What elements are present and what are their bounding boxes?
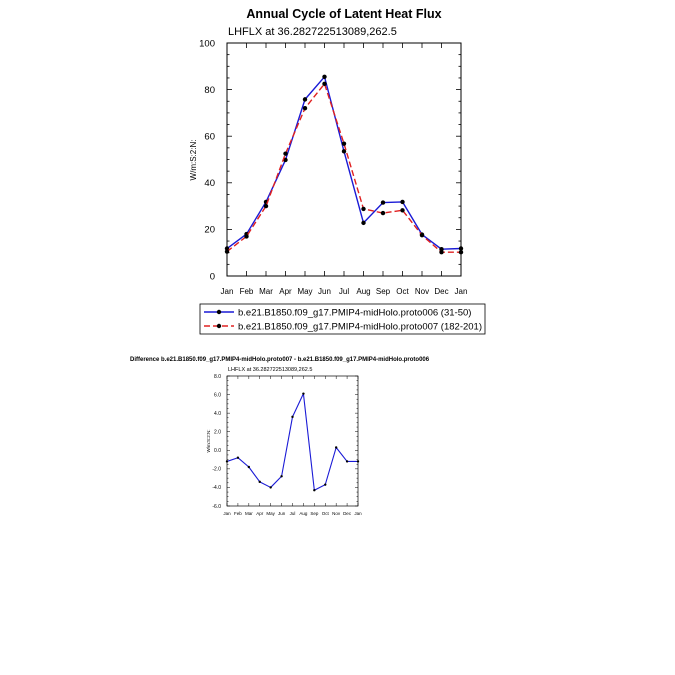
main-xtick-label: May bbox=[297, 287, 313, 296]
diff-xtick-label: May bbox=[266, 511, 275, 516]
main-xtick-label: Nov bbox=[414, 287, 430, 296]
main-series-0-line bbox=[227, 77, 461, 249]
diff-series-0-point bbox=[313, 489, 315, 491]
diff-series-0-point bbox=[357, 460, 359, 462]
main-series-0-point bbox=[400, 200, 404, 204]
diff-series-0-point bbox=[324, 483, 326, 485]
diff-xtick-label: Jan bbox=[354, 511, 362, 516]
main-xtick-label: Dec bbox=[434, 287, 449, 296]
main-series-0-point bbox=[361, 221, 365, 225]
diff-series-0-point bbox=[346, 460, 348, 462]
diff-ytick-label: 4.0 bbox=[214, 410, 221, 417]
main-series-1-point bbox=[400, 208, 404, 212]
main-xtick-label: Jan bbox=[220, 287, 234, 296]
diff-xtick-label: Aug bbox=[299, 511, 308, 516]
main-series-1-point bbox=[420, 233, 424, 237]
diff-series-0-point bbox=[335, 446, 337, 448]
diff-series-0-point bbox=[269, 486, 271, 488]
main-ytick-label: 100 bbox=[199, 38, 215, 50]
main-ytick-label: 0 bbox=[209, 271, 215, 283]
main-xtick-label: Jul bbox=[338, 287, 350, 296]
main-series-1-point bbox=[439, 250, 443, 254]
diff-xtick-label: Feb bbox=[234, 511, 242, 516]
main-series-1-point bbox=[303, 106, 307, 110]
main-series-1-point bbox=[342, 141, 346, 145]
main-ytick-label: 80 bbox=[204, 84, 215, 96]
diff-xtick-label: Jun bbox=[277, 511, 286, 516]
main-series-1-point bbox=[225, 249, 229, 253]
main-xtick-label: Apr bbox=[279, 287, 292, 296]
main-series-0-point bbox=[381, 200, 385, 204]
diff-series-0-point bbox=[237, 457, 239, 459]
diff-xtick-label: Jul bbox=[289, 511, 296, 516]
diff-xtick-label: Mar bbox=[244, 511, 253, 516]
diff-series-0-point bbox=[259, 481, 261, 483]
main-series-1-point bbox=[459, 250, 463, 254]
diff-xtick-label: Oct bbox=[321, 511, 329, 516]
diff-y-axis-label: W/m:S:2:N: bbox=[206, 429, 211, 453]
diff-chart-subtitle: LHFLX at 36.282722513089,262.5 bbox=[228, 367, 313, 373]
main-series-1-point bbox=[322, 82, 326, 86]
main-ytick-label: 20 bbox=[204, 224, 215, 236]
diff-ytick-label: -4.0 bbox=[212, 485, 221, 492]
diff-xtick-label: Jan bbox=[223, 511, 231, 516]
main-legend bbox=[200, 304, 485, 334]
diff-xtick-label: Dec bbox=[343, 511, 352, 516]
diff-chart-title: Difference b.e21.B1850.f09_g17.PMIP4-midHolo.proto007 - b.e21.B1850.f09_g17.PMIP4-midHolo.proto006 bbox=[130, 357, 430, 363]
legend-entry-label: b.e21.B1850.f09_g17.PMIP4-midHolo.proto006 (31-50) bbox=[238, 307, 472, 319]
diff-ytick-label: 2.0 bbox=[214, 429, 221, 436]
main-y-axis-label: W/m:S:2:N: bbox=[189, 139, 198, 181]
main-series-1-point bbox=[361, 207, 365, 211]
main-plot-area bbox=[199, 38, 467, 296]
main-xtick-label: Sep bbox=[375, 287, 391, 296]
diff-xtick-label: Apr bbox=[256, 511, 264, 516]
diff-plot-area bbox=[212, 374, 362, 516]
diff-xtick-label: Sep bbox=[310, 511, 319, 516]
main-series-1-line bbox=[227, 84, 461, 252]
main-ytick-label: 60 bbox=[204, 131, 215, 143]
legend-entry-label: b.e21.B1850.f09_g17.PMIP4-midHolo.proto007 (182-201) bbox=[238, 321, 482, 333]
main-xtick-label: Oct bbox=[396, 287, 409, 296]
diff-ytick-label: 6.0 bbox=[214, 392, 221, 399]
main-chart-title: Annual Cycle of Latent Heat Flux bbox=[246, 7, 442, 21]
diff-series-0-point bbox=[248, 466, 250, 468]
main-series-0-point bbox=[303, 97, 307, 101]
diff-series-0-line bbox=[227, 394, 358, 491]
diff-ytick-label: -2.0 bbox=[212, 466, 221, 473]
main-chart-subtitle: LHFLX at 36.282722513089,262.5 bbox=[228, 26, 397, 38]
main-xtick-label: Feb bbox=[239, 287, 254, 296]
diff-xtick-label: Nov bbox=[332, 511, 341, 516]
diff-series-0-point bbox=[280, 475, 282, 477]
diff-series-0-point bbox=[226, 460, 228, 462]
main-xtick-label: Aug bbox=[356, 287, 371, 296]
diff-ytick-label: 8.0 bbox=[214, 373, 221, 380]
diff-ytick-label: 0.0 bbox=[214, 448, 221, 455]
main-plot-frame bbox=[227, 43, 461, 276]
diff-series-0-point bbox=[291, 416, 293, 418]
main-xtick-label: Jun bbox=[318, 287, 331, 296]
legend-swatch-marker bbox=[217, 310, 221, 314]
main-series-0-point bbox=[322, 75, 326, 79]
main-xtick-label: Mar bbox=[259, 287, 273, 296]
main-ytick-label: 40 bbox=[204, 178, 215, 190]
main-series-1-point bbox=[381, 211, 385, 215]
main-series-1-point bbox=[283, 151, 287, 155]
diff-series-0-point bbox=[302, 392, 304, 394]
diff-plot-frame bbox=[227, 376, 358, 506]
main-xtick-label: Jan bbox=[454, 287, 468, 296]
legend-swatch-marker bbox=[217, 324, 221, 328]
main-series-1-point bbox=[244, 234, 248, 238]
diff-ytick-label: -6.0 bbox=[212, 503, 221, 510]
main-series-1-point bbox=[264, 204, 268, 208]
